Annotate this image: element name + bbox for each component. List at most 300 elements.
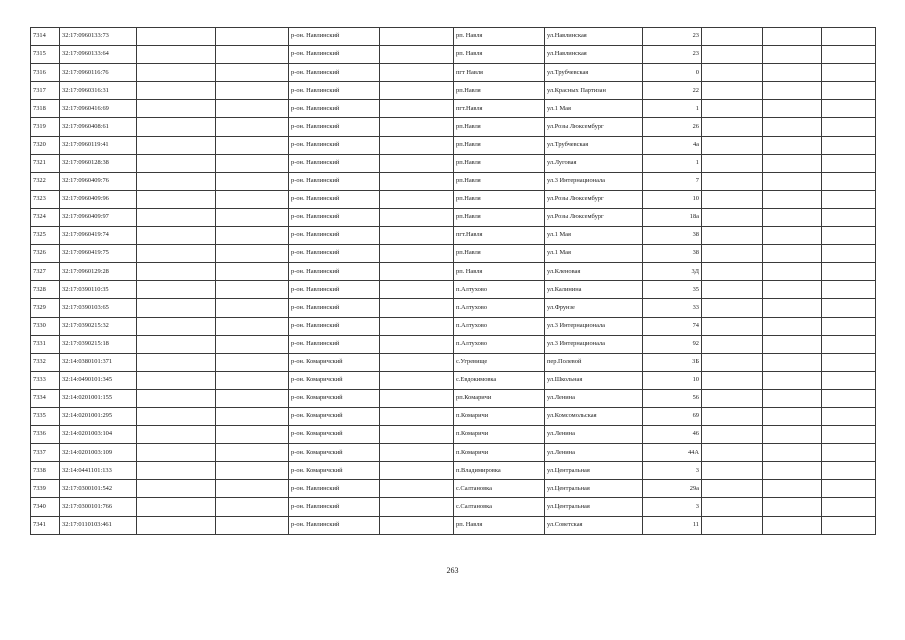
empty-cell [702, 154, 763, 172]
district-name: р-он. Комаричский [289, 353, 380, 371]
empty-cell [822, 353, 876, 371]
cadastral-number: 32:14:0201001:295 [60, 407, 137, 425]
empty-cell [822, 281, 876, 299]
street-name: ул.Розы Люксембург [545, 118, 643, 136]
street-name: ул.Розы Люксембург [545, 208, 643, 226]
empty-cell [702, 46, 763, 64]
house-number: 35 [643, 281, 702, 299]
locality-name: п.Комаричи [454, 426, 545, 444]
district-name: р-он. Комаричский [289, 444, 380, 462]
empty-cell [380, 444, 454, 462]
district-name: р-он. Навлинский [289, 245, 380, 263]
locality-name: п.Алтухово [454, 299, 545, 317]
empty-cell [137, 28, 216, 46]
row-number: 7330 [31, 317, 60, 335]
cadastral-number: 32:17:0960408:61 [60, 118, 137, 136]
house-number: 4а [643, 136, 702, 154]
cadastral-number: 32:17:0960133:64 [60, 46, 137, 64]
empty-cell [216, 426, 289, 444]
street-name: ул.Калинина [545, 281, 643, 299]
table-row [31, 299, 876, 317]
house-number: 0 [643, 64, 702, 82]
empty-cell [822, 100, 876, 118]
district-name: р-он. Навлинский [289, 82, 380, 100]
empty-cell [137, 281, 216, 299]
house-number: 74 [643, 317, 702, 335]
empty-cell [763, 28, 822, 46]
empty-cell [702, 444, 763, 462]
row-number: 7314 [31, 28, 60, 46]
empty-cell [216, 28, 289, 46]
street-name: ул.3 Интернационала [545, 172, 643, 190]
empty-cell [702, 389, 763, 407]
empty-cell [137, 389, 216, 407]
empty-cell [216, 389, 289, 407]
row-number: 7323 [31, 190, 60, 208]
empty-cell [763, 190, 822, 208]
street-name: ул.Навлинская [545, 46, 643, 64]
empty-cell [137, 263, 216, 281]
house-number: 23 [643, 46, 702, 64]
empty-cell [216, 82, 289, 100]
page-number: 263 [446, 566, 459, 575]
cadastral-number: 32:14:0490101:345 [60, 371, 137, 389]
row-number: 7341 [31, 516, 60, 534]
empty-cell [822, 136, 876, 154]
row-number: 7328 [31, 281, 60, 299]
district-name: р-он. Навлинский [289, 118, 380, 136]
row-number: 7336 [31, 426, 60, 444]
empty-cell [702, 407, 763, 425]
empty-cell [137, 190, 216, 208]
empty-cell [822, 371, 876, 389]
empty-cell [702, 299, 763, 317]
district-name: р-он. Навлинский [289, 299, 380, 317]
cadastral-number: 32:17:0390215:18 [60, 335, 137, 353]
empty-cell [380, 426, 454, 444]
row-number: 7317 [31, 82, 60, 100]
house-number: 10 [643, 371, 702, 389]
table-row [31, 100, 876, 118]
locality-name: рп. Навля [454, 516, 545, 534]
empty-cell [380, 100, 454, 118]
street-name: ул.Трубчевская [545, 136, 643, 154]
empty-cell [822, 263, 876, 281]
empty-cell [763, 444, 822, 462]
empty-cell [380, 498, 454, 516]
row-number: 7335 [31, 407, 60, 425]
empty-cell [763, 407, 822, 425]
row-number: 7327 [31, 263, 60, 281]
empty-cell [137, 245, 216, 263]
empty-cell [822, 64, 876, 82]
empty-cell [380, 407, 454, 425]
row-number: 7329 [31, 299, 60, 317]
empty-cell [763, 371, 822, 389]
empty-cell [216, 335, 289, 353]
empty-cell [702, 82, 763, 100]
empty-cell [216, 317, 289, 335]
table-row [31, 498, 876, 516]
table-row [31, 263, 876, 281]
empty-cell [822, 82, 876, 100]
empty-cell [702, 227, 763, 245]
table-row [31, 118, 876, 136]
table-row [31, 353, 876, 371]
row-number: 7325 [31, 227, 60, 245]
street-name: ул.Фрунзе [545, 299, 643, 317]
empty-cell [380, 353, 454, 371]
empty-cell [822, 299, 876, 317]
empty-cell [822, 245, 876, 263]
empty-cell [822, 462, 876, 480]
locality-name: рп.Комаричи [454, 389, 545, 407]
locality-name: рп.Навля [454, 136, 545, 154]
empty-cell [216, 480, 289, 498]
empty-cell [137, 136, 216, 154]
cadastral-number: 32:17:0960119:41 [60, 136, 137, 154]
district-name: р-он. Навлинский [289, 281, 380, 299]
street-name: ул.3 Интернационала [545, 335, 643, 353]
empty-cell [822, 407, 876, 425]
table-row [31, 426, 876, 444]
empty-cell [822, 516, 876, 534]
house-number: 11 [643, 516, 702, 534]
cadastral-number: 32:17:0960133:73 [60, 28, 137, 46]
locality-name: п.Алтухово [454, 317, 545, 335]
empty-cell [702, 480, 763, 498]
row-number: 7337 [31, 444, 60, 462]
locality-name: рп.Навля [454, 208, 545, 226]
empty-cell [822, 190, 876, 208]
street-name: ул.Ленина [545, 426, 643, 444]
empty-cell [216, 190, 289, 208]
empty-cell [763, 64, 822, 82]
empty-cell [822, 335, 876, 353]
empty-cell [137, 208, 216, 226]
house-number: 44А [643, 444, 702, 462]
empty-cell [137, 371, 216, 389]
street-name: ул.Ленина [545, 389, 643, 407]
empty-cell [137, 317, 216, 335]
empty-cell [763, 263, 822, 281]
empty-cell [137, 299, 216, 317]
house-number: 3Д [643, 263, 702, 281]
empty-cell [702, 245, 763, 263]
table-row [31, 46, 876, 64]
district-name: р-он. Навлинский [289, 317, 380, 335]
house-number: 29а [643, 480, 702, 498]
empty-cell [380, 136, 454, 154]
empty-cell [763, 516, 822, 534]
street-name: ул.1 Мая [545, 227, 643, 245]
empty-cell [822, 118, 876, 136]
district-name: р-он. Комаричский [289, 371, 380, 389]
cadastral-number: 32:17:0390103:65 [60, 299, 137, 317]
empty-cell [822, 317, 876, 335]
table-row [31, 154, 876, 172]
empty-cell [380, 154, 454, 172]
empty-cell [702, 498, 763, 516]
empty-cell [763, 154, 822, 172]
empty-cell [380, 263, 454, 281]
cadastral-number: 32:17:0960129:28 [60, 263, 137, 281]
empty-cell [380, 371, 454, 389]
row-number: 7320 [31, 136, 60, 154]
cadastral-number: 32:17:0960116:76 [60, 64, 137, 82]
district-name: р-он. Комаричский [289, 389, 380, 407]
table-row [31, 172, 876, 190]
row-number: 7326 [31, 245, 60, 263]
house-number: 23 [643, 28, 702, 46]
empty-cell [137, 46, 216, 64]
table-row [31, 28, 876, 46]
empty-cell [216, 263, 289, 281]
district-name: р-он. Навлинский [289, 227, 380, 245]
locality-name: пгт Навля [454, 64, 545, 82]
locality-name: рп.Навля [454, 118, 545, 136]
empty-cell [137, 172, 216, 190]
empty-cell [702, 371, 763, 389]
locality-name: пгт.Навля [454, 227, 545, 245]
empty-cell [763, 426, 822, 444]
row-number: 7339 [31, 480, 60, 498]
table-row [31, 335, 876, 353]
table-row [31, 317, 876, 335]
table-row [31, 516, 876, 534]
table-row [31, 227, 876, 245]
house-number: 22 [643, 82, 702, 100]
locality-name: рп.Навля [454, 154, 545, 172]
district-name: р-он. Навлинский [289, 498, 380, 516]
locality-name: пгт.Навля [454, 100, 545, 118]
empty-cell [763, 82, 822, 100]
house-number: 18а [643, 208, 702, 226]
cadastral-number: 32:17:0960409:96 [60, 190, 137, 208]
table-row [31, 444, 876, 462]
locality-name: п.Комаричи [454, 444, 545, 462]
street-name: ул.Розы Люксембург [545, 190, 643, 208]
empty-cell [216, 299, 289, 317]
empty-cell [380, 281, 454, 299]
row-number: 7340 [31, 498, 60, 516]
cadastral-number: 32:17:0110103:461 [60, 516, 137, 534]
district-name: р-он. Навлинский [289, 190, 380, 208]
district-name: р-он. Навлинский [289, 208, 380, 226]
empty-cell [763, 172, 822, 190]
empty-cell [137, 444, 216, 462]
street-name: ул.Центральная [545, 498, 643, 516]
district-name: р-он. Комаричский [289, 407, 380, 425]
cadastral-number: 32:17:0390215:32 [60, 317, 137, 335]
row-number: 7322 [31, 172, 60, 190]
empty-cell [380, 82, 454, 100]
empty-cell [137, 100, 216, 118]
locality-name: с.Салтановка [454, 498, 545, 516]
empty-cell [380, 389, 454, 407]
cadastral-number: 32:17:0960316:31 [60, 82, 137, 100]
empty-cell [702, 208, 763, 226]
empty-cell [763, 353, 822, 371]
empty-cell [822, 208, 876, 226]
empty-cell [380, 190, 454, 208]
empty-cell [822, 172, 876, 190]
empty-cell [763, 480, 822, 498]
street-name: ул.Советская [545, 516, 643, 534]
house-number: 7 [643, 172, 702, 190]
table-row [31, 136, 876, 154]
empty-cell [216, 136, 289, 154]
empty-cell [702, 263, 763, 281]
empty-cell [763, 281, 822, 299]
empty-cell [137, 154, 216, 172]
empty-cell [216, 462, 289, 480]
district-name: р-он. Навлинский [289, 516, 380, 534]
table-row [31, 407, 876, 425]
district-name: р-он. Навлинский [289, 172, 380, 190]
empty-cell [822, 154, 876, 172]
empty-cell [216, 444, 289, 462]
empty-cell [216, 118, 289, 136]
table-row [31, 190, 876, 208]
empty-cell [822, 389, 876, 407]
empty-cell [763, 100, 822, 118]
house-number: 69 [643, 407, 702, 425]
district-name: р-он. Комаричский [289, 426, 380, 444]
cadastral-number: 32:17:0960416:69 [60, 100, 137, 118]
empty-cell [763, 118, 822, 136]
empty-cell [216, 100, 289, 118]
empty-cell [137, 353, 216, 371]
empty-cell [702, 136, 763, 154]
cadastral-number: 32:14:0201001:155 [60, 389, 137, 407]
house-number: 38 [643, 227, 702, 245]
empty-cell [763, 299, 822, 317]
locality-name: рп.Навля [454, 190, 545, 208]
empty-cell [137, 462, 216, 480]
locality-name: с.Угревище [454, 353, 545, 371]
empty-cell [137, 480, 216, 498]
cadastral-number: 32:17:0960409:76 [60, 172, 137, 190]
district-name: р-он. Навлинский [289, 335, 380, 353]
locality-name: п.Комаричи [454, 407, 545, 425]
cadastral-number: 32:17:0390110:35 [60, 281, 137, 299]
table-row [31, 281, 876, 299]
empty-cell [216, 407, 289, 425]
empty-cell [137, 118, 216, 136]
empty-cell [216, 64, 289, 82]
district-name: р-он. Навлинский [289, 28, 380, 46]
row-number: 7319 [31, 118, 60, 136]
house-number: 92 [643, 335, 702, 353]
locality-name: рп. Навля [454, 28, 545, 46]
empty-cell [216, 208, 289, 226]
house-number: 3Б [643, 353, 702, 371]
empty-cell [216, 498, 289, 516]
locality-name: рп. Навля [454, 46, 545, 64]
empty-cell [380, 227, 454, 245]
empty-cell [380, 46, 454, 64]
table-row [31, 245, 876, 263]
empty-cell [216, 353, 289, 371]
street-name: ул.Комсомольская [545, 407, 643, 425]
street-name: ул.Ленина [545, 444, 643, 462]
district-name: р-он. Навлинский [289, 100, 380, 118]
house-number: 3 [643, 462, 702, 480]
table-row [31, 389, 876, 407]
street-name: ул.1 Мая [545, 100, 643, 118]
street-name: ул.Навлинская [545, 28, 643, 46]
empty-cell [380, 335, 454, 353]
table-row [31, 462, 876, 480]
empty-cell [763, 317, 822, 335]
empty-cell [702, 190, 763, 208]
house-number: 3 [643, 498, 702, 516]
locality-name: рп.Навля [454, 82, 545, 100]
cadastral-number: 32:17:0960419:75 [60, 245, 137, 263]
locality-name: рп. Навля [454, 263, 545, 281]
house-number: 26 [643, 118, 702, 136]
empty-cell [380, 64, 454, 82]
empty-cell [216, 245, 289, 263]
locality-name: рп.Навля [454, 245, 545, 263]
empty-cell [822, 28, 876, 46]
empty-cell [763, 389, 822, 407]
house-number: 1 [643, 154, 702, 172]
empty-cell [702, 281, 763, 299]
empty-cell [702, 64, 763, 82]
empty-cell [702, 335, 763, 353]
street-name: ул.Трубчевская [545, 64, 643, 82]
empty-cell [137, 227, 216, 245]
row-number: 7324 [31, 208, 60, 226]
table-row [31, 82, 876, 100]
cadastral-number: 32:14:0201003:109 [60, 444, 137, 462]
house-number: 33 [643, 299, 702, 317]
empty-cell [137, 516, 216, 534]
house-number: 56 [643, 389, 702, 407]
registry-table [30, 27, 876, 535]
row-number: 7315 [31, 46, 60, 64]
empty-cell [702, 100, 763, 118]
locality-name: с.Салтановка [454, 480, 545, 498]
empty-cell [763, 335, 822, 353]
cadastral-number: 32:17:0300101:542 [60, 480, 137, 498]
empty-cell [763, 136, 822, 154]
empty-cell [380, 299, 454, 317]
empty-cell [137, 426, 216, 444]
empty-cell [216, 227, 289, 245]
row-number: 7316 [31, 64, 60, 82]
house-number: 10 [643, 190, 702, 208]
empty-cell [380, 516, 454, 534]
empty-cell [763, 462, 822, 480]
street-name: ул.1 Мая [545, 245, 643, 263]
district-name: р-он. Навлинский [289, 64, 380, 82]
row-number: 7332 [31, 353, 60, 371]
table-row [31, 480, 876, 498]
district-name: р-он. Навлинский [289, 263, 380, 281]
empty-cell [216, 154, 289, 172]
row-number: 7333 [31, 371, 60, 389]
empty-cell [137, 82, 216, 100]
empty-cell [763, 46, 822, 64]
locality-name: п.Алтухово [454, 281, 545, 299]
street-name: пер.Полевой [545, 353, 643, 371]
empty-cell [137, 335, 216, 353]
empty-cell [822, 498, 876, 516]
empty-cell [822, 426, 876, 444]
